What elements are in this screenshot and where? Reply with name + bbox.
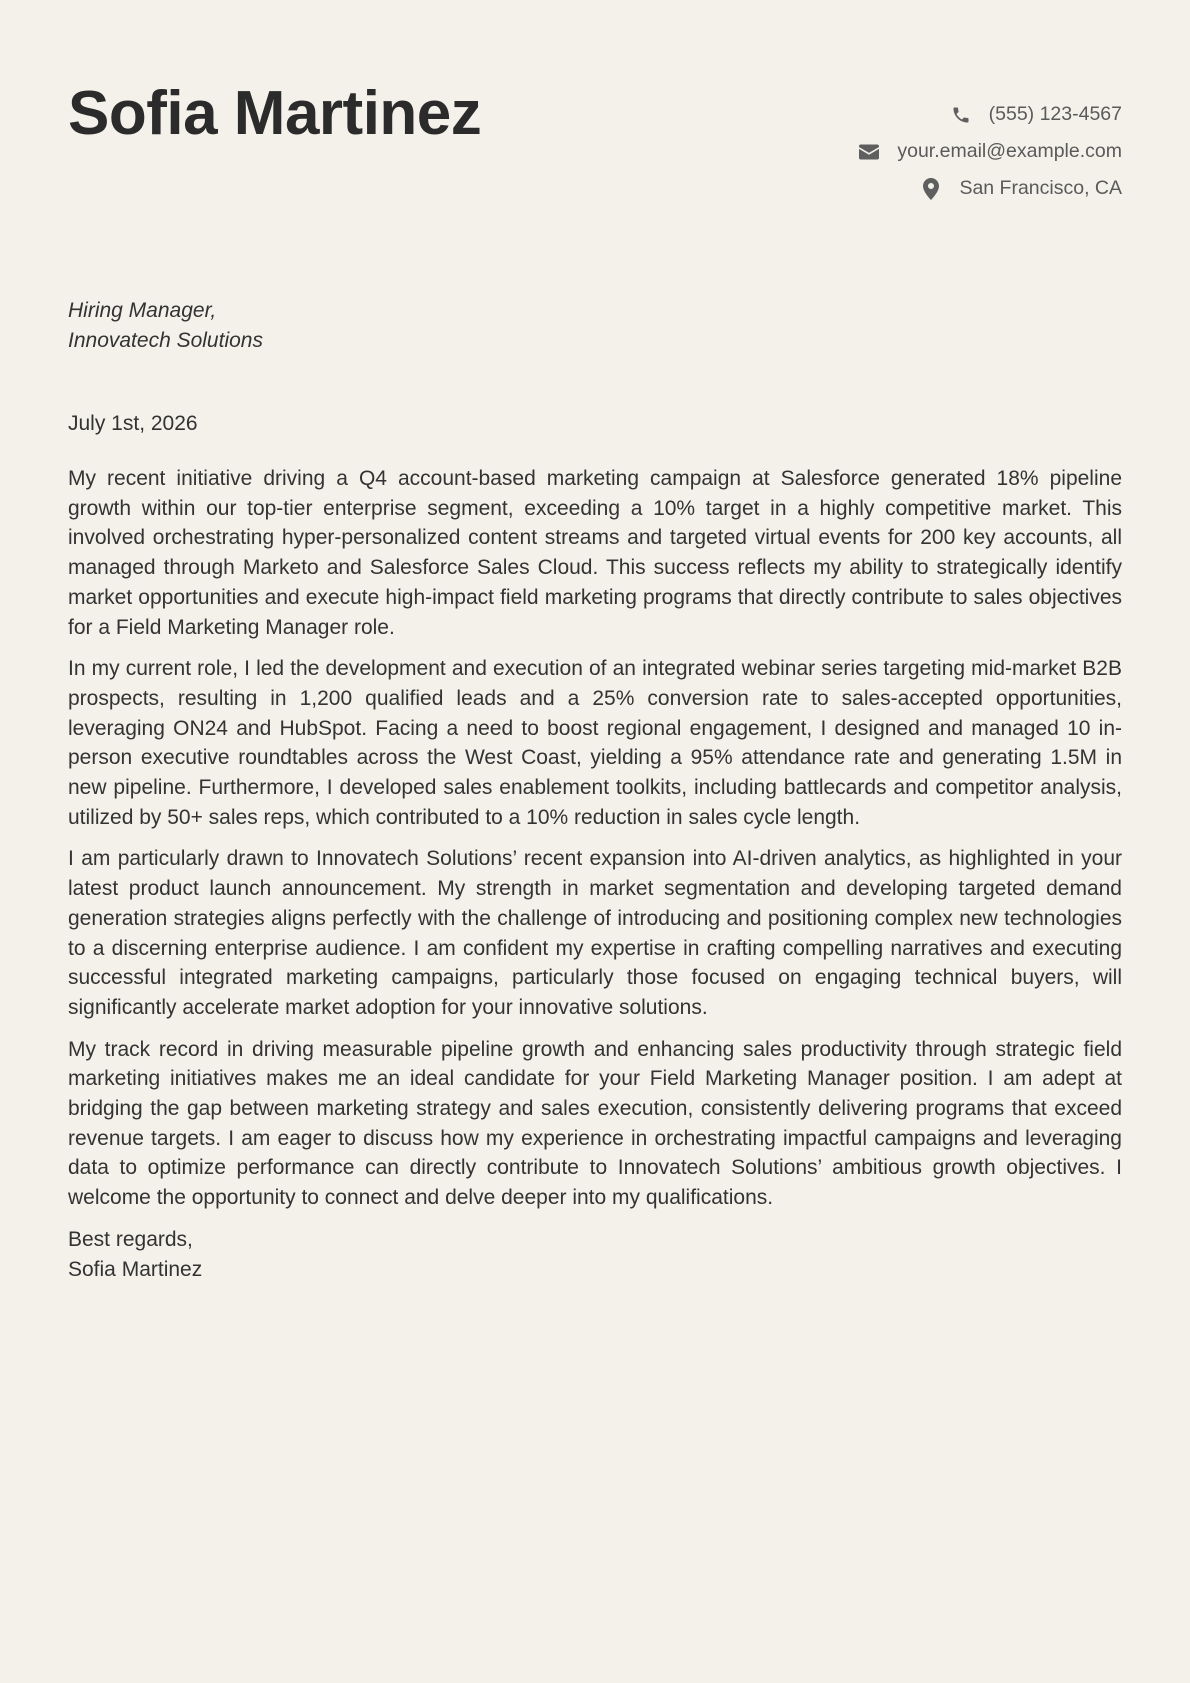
- recipient-block: [68, 296, 1122, 356]
- signoff-name: Sofia Martinez: [68, 1257, 203, 1281]
- letter-date: July 1st, 2026: [68, 412, 198, 435]
- signoff-closing: Best regards,: [68, 1227, 193, 1251]
- letter-header: [68, 78, 1122, 208]
- body-paragraph: My track record in driving measurable pipeline growth and enhancing sales productivity through strategic field marketing initiatives makes me an ideal candidate for your Field Marketing Manager position. I am adept at bridging the gap between marketing strategy and sales execution, consistently delivering programs that exceed revenue targets. I am eager to discuss how my experience in orchestrating impactful campaigns and leveraging data to optimize performance can directly contribute to Innovatech Solutions’ ambitious growth objectives. I welcome the opportunity to connect and delve deeper into my qualifications.: [68, 1037, 1122, 1210]
- phone-text: (555) 123-4567: [988, 103, 1122, 125]
- recipient-company: Innovatech Solutions: [68, 329, 263, 352]
- phone-icon: [949, 103, 973, 127]
- map-pin-icon: [919, 177, 943, 201]
- letter-body: [68, 464, 1122, 1213]
- signoff-block: [68, 1225, 1122, 1284]
- email-text: your.email@example.com: [897, 140, 1122, 162]
- body-paragraph: In my current role, I led the development and execution of an integrated webinar series targeting mid-market B2B prospects, resulting in 1,200 qualified leads and a 25% conversion rate to sales-accepted opportunities, leveraging ON24 and HubSpot. Facing a need to boost regional engagement, I designed and managed 10 in-person executive roundtables across the West Coast, yielding a 95% attendance rate and generating 1.5M in new pipeline. Furthermore, I developed sales enablement toolkits, including battlecards and competitor analysis, utilized by 50+ sales reps, which contributed to a 10% reduction in sales cycle length.: [68, 657, 1122, 829]
- contact-phone: [857, 96, 1122, 133]
- contact-location: [857, 170, 1122, 207]
- body-paragraph: My recent initiative driving a Q4 account-based marketing campaign at Salesforce generated 18% pipeline growth within our top-tier enterprise segment, exceeding a 10% target in a highly competitive market. This involved orchestrating hyper-personalized content streams and targeted virtual events for 200 key accounts, all managed through Marketo and Salesforce Sales Cloud. This success reflects my ability to strategically identify market opportunities and execute high-impact field marketing programs that directly contribute to sales objectives for a Field Marketing Manager role.: [68, 467, 1122, 639]
- envelope-icon: [857, 140, 881, 164]
- applicant-name: Sofia Martinez: [68, 79, 482, 148]
- contact-email: [857, 133, 1122, 170]
- body-paragraph: I am particularly drawn to Innovatech Solutions’ recent expansion into AI-driven analytics, as highlighted in your latest product launch announcement. My strength in market segmentation and developing targeted demand generation strategies aligns perfectly with the challenge of introducing and positioning complex new technologies to a discerning enterprise audience. I am confident my expertise in crafting compelling narratives and executing successful integrated marketing campaigns, particularly those focused on engaging technical buyers, will significantly accelerate market adoption for your innovative solutions.: [68, 847, 1122, 1019]
- location-text: San Francisco, CA: [959, 177, 1122, 199]
- recipient-title: Hiring Manager,: [68, 299, 217, 322]
- contact-block: [857, 96, 1122, 207]
